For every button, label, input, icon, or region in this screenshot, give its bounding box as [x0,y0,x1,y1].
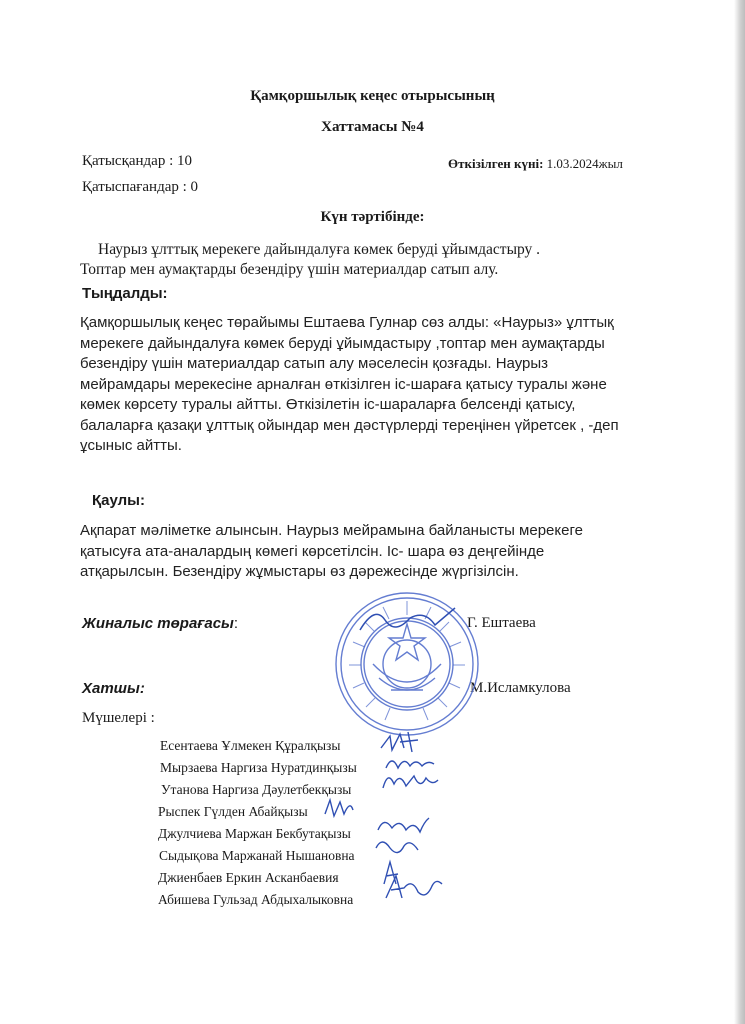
resolution-line: қатысуға ата-аналардың көмегі көрсетілсін. Іс- шара өз деңгейінде [80,542,545,560]
member-name: Есентаева Ұлмекен Құралқызы [160,738,341,753]
chair-label-row [82,615,238,632]
heard-body [80,313,680,457]
document-title: Қамқоршылық кеңес отырысының [250,88,495,104]
member-name: Сыдықова Маржанай Нышановна [159,848,355,863]
date-value: 1.03.2024жыл [543,156,623,171]
chair-label: Жиналыс төрағасы [82,615,234,632]
document-subtitle: Хаттамасы №4 [321,119,424,135]
resolution-body [80,521,680,583]
heard-line: безендіру үшін материалдар сатып алу мәселесін қозғады. Наурыз [80,355,549,372]
chair-colon: : [233,615,239,632]
resolution-line: Ақпарат мәліметке алынсын. Наурыз мейрамына байланысты мерекеге [80,522,583,539]
member-name: Утанова Наргиза Дәулетбекқызы [161,782,352,797]
scan-page-edge [734,0,745,1024]
agenda-heading: Күн тәртібінде: [320,209,425,225]
heard-line: мерекеге дайындалуға көмек беруді ұйымдастыру ,топтар мен аумақтарды [80,334,605,352]
secretary-label: Хатшы: [82,680,145,697]
resolution-line: атқарылсын. Безендіру жұмыстары өз дәрежесінде жүргізілсін. [80,563,519,580]
member-signature [382,872,444,904]
chair-signature [355,600,465,640]
member-signature [372,834,422,860]
heard-line: балаларға қазақи ұлттық ойындар мен дәстүрлерді тереңінен үйретсек , -деп [80,416,619,434]
heard-line: мейрамдары мерекесіне арналған өткізілген іс-шараға қатысу туралы және [80,375,607,393]
agenda-item-1: Наурыз ұлттық мерекеге дайындалуға көмек беруді ұйымдастыру . [98,241,541,258]
secretary-name: М.Исламкулова [470,680,571,696]
member-name: Мырзаева Наргиза Нуратдинқызы [160,760,357,775]
heard-heading: Тыңдалды: [82,285,168,302]
present-count: Қатысқандар : 10 [82,153,192,169]
members-label: Мүшелері : [82,710,155,726]
heard-line: ұсыныс айтты. [80,437,182,454]
member-name: Рыспек Гүлден Абайқызы [158,804,308,819]
member-signature [322,796,356,820]
meeting-date [448,156,623,172]
member-name: Джулчиева Маржан Бекбутақызы [158,826,351,841]
heard-line: Қамқоршылық кеңес төрайымы Ештаева Гулнар сөз алды: «Наурыз» ұлттық [80,314,614,331]
agenda-item-2: Топтар мен аумақтарды безендіру үшін материалдар сатып алу. [80,261,499,278]
resolution-heading: Қаулы: [92,492,145,509]
date-label: Өткізілген күні: [448,156,544,171]
member-signature [380,768,442,796]
agenda-items [80,240,640,280]
chair-name: Г. Ештаева [467,615,536,631]
member-name: Джиенбаев Еркин Асканбаевия [158,870,339,885]
heard-line: көмек көрсету туралы айтты. Өткізілетін іс-шараларға белсенді қатысу, [80,396,576,413]
absent-count: Қатыспағандар : 0 [82,179,199,195]
member-name: Абишева Гульзад Абдыхалыковна [158,892,354,907]
